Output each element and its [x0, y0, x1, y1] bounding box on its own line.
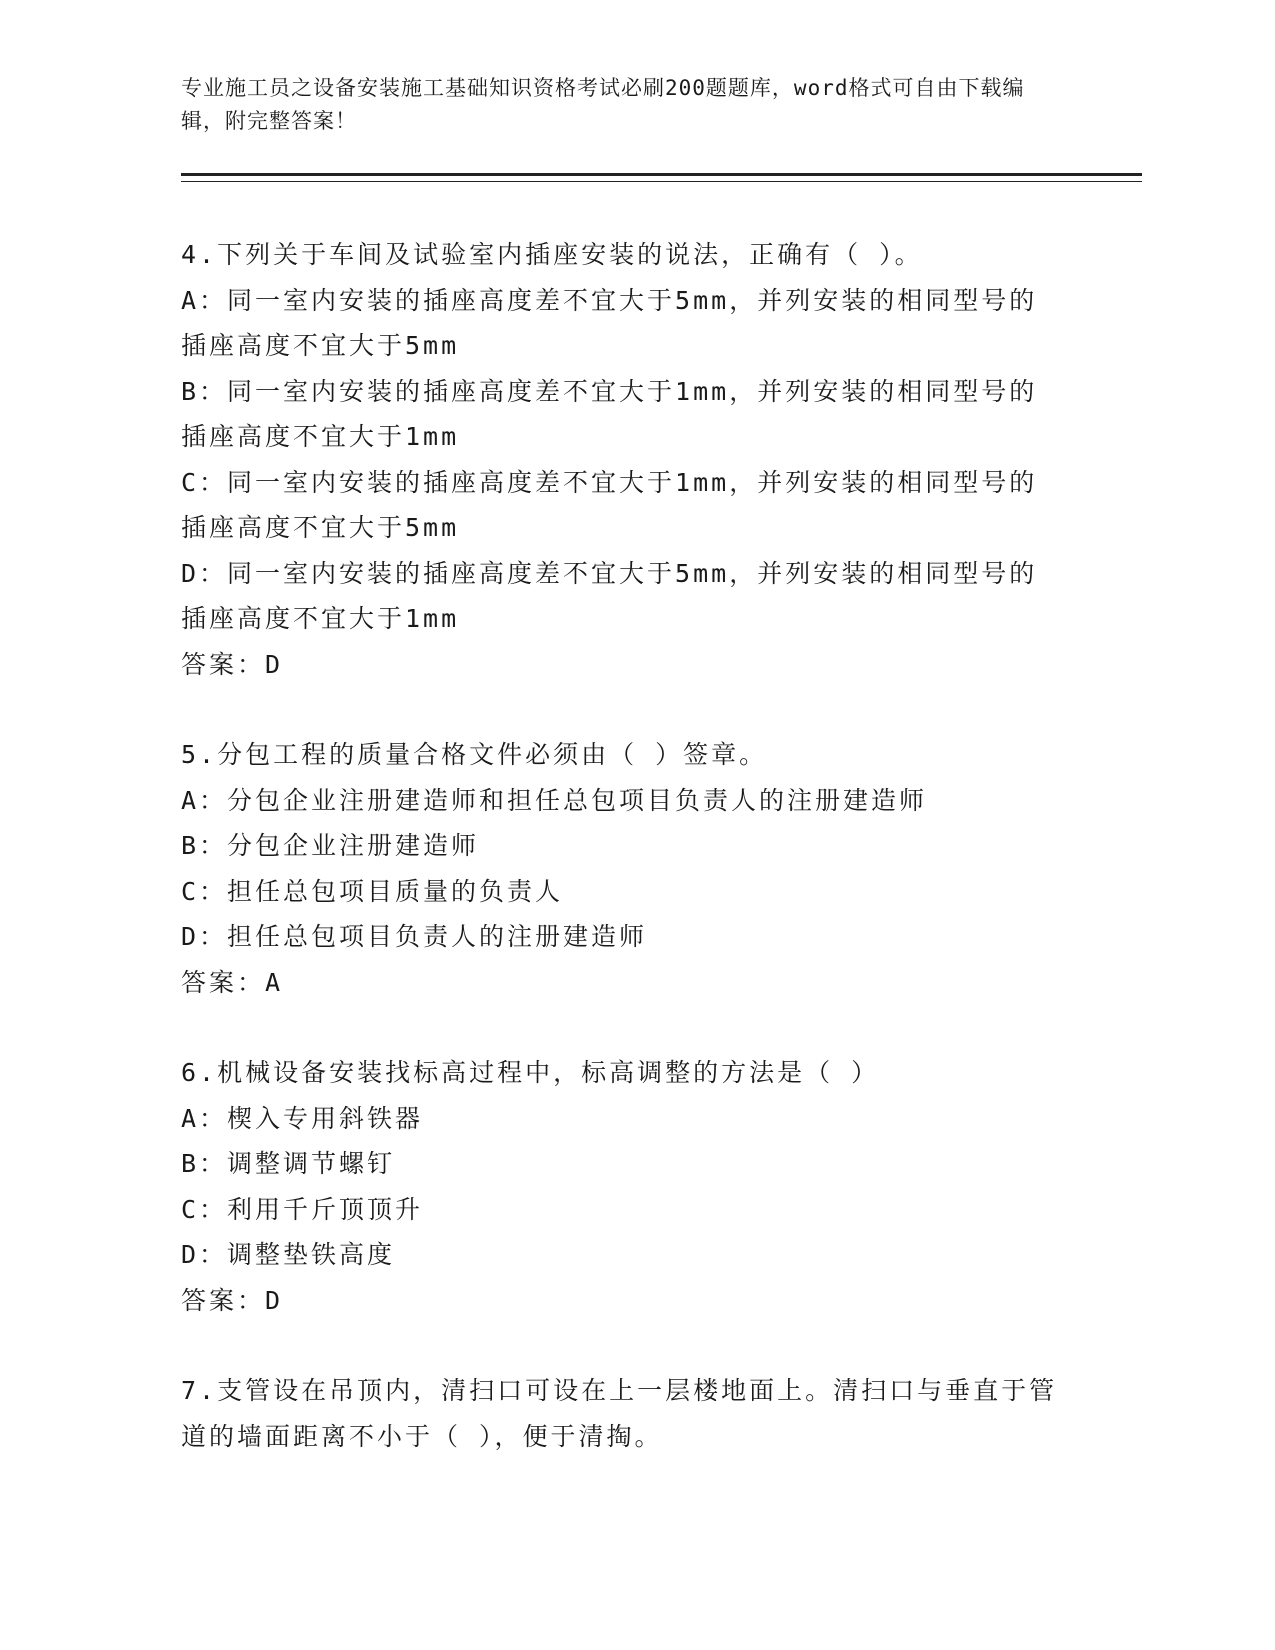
option-b: B：分包企业注册建造师: [181, 831, 480, 860]
option-d: D：调整垫铁高度: [181, 1240, 396, 1269]
question-5: [181, 732, 1061, 1005]
option-a: A：同一室内安装的插座高度差不宜大于5mm，并列安装的相同型号的插座高度不宜大于5mm: [181, 285, 1038, 360]
question-stem: 7.支管设在吊顶内，清扫口可设在上一层楼地面上。清扫口与垂直于管道的墙面距离不小于（ ），便于清掏。: [181, 1376, 1058, 1451]
answer-text: 答案：A: [181, 967, 284, 997]
document-header: [181, 72, 1041, 138]
question-4: [181, 232, 1061, 687]
header-divider-thin: [181, 181, 1142, 182]
option-c: C：同一室内安装的插座高度差不宜大于1mm，并列安装的相同型号的插座高度不宜大于5mm: [181, 467, 1038, 542]
header-title: 专业施工员之设备安装施工基础知识资格考试必刷200题题库，word格式可自由下载编辑，附完整答案！: [181, 76, 1025, 133]
question-7: [181, 1368, 1061, 1459]
question-stem: 5.分包工程的质量合格文件必须由（ ）签章。: [181, 740, 768, 769]
question-6: [181, 1050, 1061, 1323]
question-stem: 4.下列关于车间及试验室内插座安装的说法，正确有（ ）。: [181, 240, 923, 269]
option-b: B：同一室内安装的插座高度差不宜大于1mm，并列安装的相同型号的插座高度不宜大于1mm: [181, 376, 1038, 451]
answer-text: 答案：D: [181, 649, 284, 679]
question-list: [181, 232, 1061, 1504]
option-d: D：同一室内安装的插座高度差不宜大于5mm，并列安装的相同型号的插座高度不宜大于1mm: [181, 558, 1038, 633]
option-a: A：分包企业注册建造师和担任总包项目负责人的注册建造师: [181, 785, 928, 815]
option-d: D：担任总包项目负责人的注册建造师: [181, 922, 648, 951]
question-stem: 6.机械设备安装找标高过程中，标高调整的方法是（ ）: [181, 1058, 880, 1087]
option-a: A：楔入专用斜铁器: [181, 1103, 424, 1133]
option-b: B：调整调节螺钉: [181, 1149, 396, 1178]
option-c: C：担任总包项目质量的负责人: [181, 876, 564, 906]
answer-text: 答案：D: [181, 1285, 284, 1315]
option-c: C：利用千斤顶顶升: [181, 1194, 424, 1224]
header-divider: [181, 173, 1142, 176]
